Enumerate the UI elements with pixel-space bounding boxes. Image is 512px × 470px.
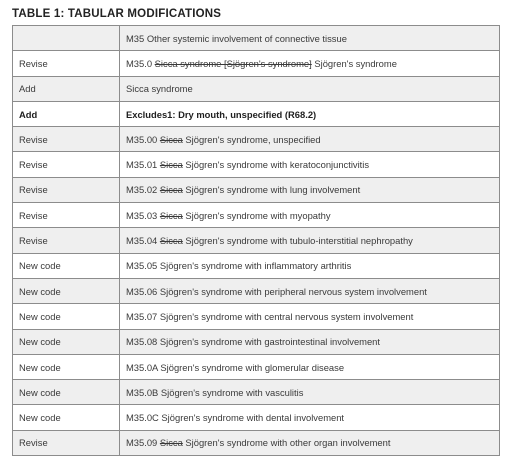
description-text: M35.09 [126, 437, 160, 449]
description-text: Sjögren's syndrome with myopathy [182, 209, 331, 221]
action-cell: Revise [13, 203, 120, 228]
deleted-text: Sicca [159, 437, 183, 449]
table-row [13, 253, 500, 278]
description-cell [120, 152, 500, 177]
table-row [13, 51, 500, 76]
table-row [13, 354, 500, 379]
description-text: M35.0 [126, 57, 155, 69]
action-cell: New code [13, 405, 120, 430]
description-text: M35 Other systemic involvement of connective tissue [126, 32, 347, 44]
action-cell: Revise [13, 152, 120, 177]
description-text: Sjögren's syndrome [311, 57, 397, 69]
description-cell [120, 354, 500, 379]
table-row [13, 101, 500, 126]
description-text: M35.0B Sjögren's syndrome with vasculitis [126, 386, 304, 398]
deleted-text: Sicca [159, 159, 183, 171]
action-cell: Revise [13, 127, 120, 152]
description-text: M35.05 Sjögren's syndrome with inflammatory arthritis [126, 260, 352, 272]
description-text: Sjögren's syndrome with other organ involvement [182, 437, 391, 449]
description-text: M35.04 [126, 235, 160, 247]
table-body [13, 26, 500, 456]
description-text: Sjögren's syndrome with keratoconjunctivitis [182, 159, 370, 171]
table-row [13, 278, 500, 303]
description-text: M35.08 Sjögren's syndrome with gastrointestinal involvement [126, 336, 380, 348]
modifications-table [12, 25, 500, 456]
description-text: M35.01 [126, 159, 160, 171]
description-cell [120, 203, 500, 228]
description-cell [120, 228, 500, 253]
description-text: Excludes1: Dry mouth, unspecified (R68.2) [126, 108, 317, 120]
description-cell [120, 51, 500, 76]
deleted-text: Sicca [159, 133, 183, 145]
description-cell [120, 278, 500, 303]
deleted-text: Sicca [159, 235, 183, 247]
table-row [13, 329, 500, 354]
action-cell: Revise [13, 177, 120, 202]
table-row [13, 152, 500, 177]
deleted-text: Sicca [159, 184, 183, 196]
description-cell [120, 76, 500, 101]
description-text: M35.0A Sjögren's syndrome with glomerular disease [126, 361, 345, 373]
description-cell [120, 380, 500, 405]
description-text: M35.03 [126, 209, 160, 221]
action-cell: New code [13, 354, 120, 379]
description-cell [120, 127, 500, 152]
action-cell: New code [13, 253, 120, 278]
description-cell [120, 26, 500, 51]
description-text: Sjögren's syndrome with lung involvement [182, 184, 361, 196]
action-cell: Revise [13, 228, 120, 253]
action-cell: Revise [13, 430, 120, 455]
description-cell [120, 329, 500, 354]
description-text: M35.02 [126, 184, 160, 196]
action-cell: New code [13, 304, 120, 329]
table-title: TABLE 1: TABULAR MODIFICATIONS [12, 8, 222, 20]
table-row [13, 304, 500, 329]
table-row [13, 430, 500, 455]
description-cell [120, 101, 500, 126]
description-text: M35.06 Sjögren's syndrome with peripheral nervous system involvement [126, 285, 427, 297]
action-cell: New code [13, 278, 120, 303]
description-text: M35.00 [126, 133, 160, 145]
action-cell: New code [13, 329, 120, 354]
description-text: Sjögren's syndrome, unspecified [182, 133, 321, 145]
description-cell [120, 253, 500, 278]
description-cell [120, 304, 500, 329]
description-text: M35.07 Sjögren's syndrome with central nervous system involvement [126, 310, 414, 322]
action-cell: Add [13, 101, 120, 126]
table-row [13, 177, 500, 202]
table-row [13, 380, 500, 405]
description-text: M35.0C Sjögren's syndrome with dental involvement [126, 412, 345, 424]
table-row [13, 26, 500, 51]
table-row [13, 76, 500, 101]
table-row [13, 228, 500, 253]
deleted-text: Sicca syndrome [Sjögren's syndrome] [154, 57, 312, 69]
table-row [13, 127, 500, 152]
action-cell [13, 26, 120, 51]
action-cell: Add [13, 76, 120, 101]
action-cell: New code [13, 380, 120, 405]
description-text: Sjögren's syndrome with tubulo-interstitial nephropathy [182, 235, 413, 247]
action-cell: Revise [13, 51, 120, 76]
description-cell [120, 405, 500, 430]
description-cell [120, 177, 500, 202]
table-row [13, 405, 500, 430]
deleted-text: Sicca [159, 209, 183, 221]
table-row [13, 203, 500, 228]
description-cell [120, 430, 500, 455]
description-text: Sicca syndrome [126, 83, 193, 95]
